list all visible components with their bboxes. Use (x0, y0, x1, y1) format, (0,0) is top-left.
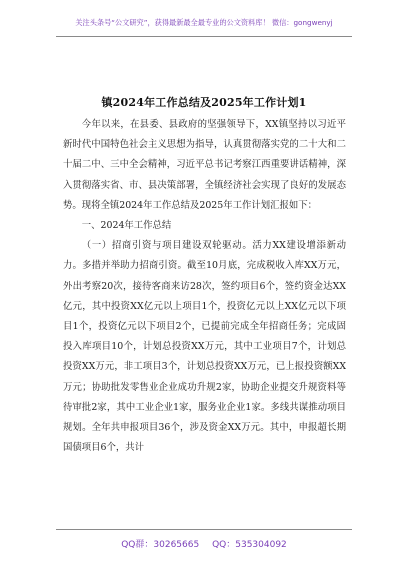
document-title: 镇2024年工作总结及2025年工作计划1 (101, 96, 307, 109)
paragraph-intro: 今年以来，在县委、县政府的坚强领导下，XX镇坚持以习近平新时代中国特色社会主义思想为指导，认真贯彻落实党的二十大和二十届二中、三中全会精神，习近平总书记考察江西重要讲话精神，深入贯彻落实省、市、县决策部署，全镇经济社会实现了良好的发展态势。现将全镇2024年工作总结及2025年工作计划汇报如下： (63, 119, 346, 211)
footer-qq-number: QQ：535304092 (212, 540, 287, 550)
footer-qq-group: QQ群：30265665 (121, 540, 200, 550)
footer-divider (56, 529, 352, 530)
footer-contact (0, 537, 408, 550)
document-body (63, 115, 346, 458)
paragraph-investment: （一）招商引资与项目建设双轮驱动。活力XX建设增添新动力。多措并举助力招商引资。截至10月底，完成税收入库XX万元，外出考察20次，接待客商来访28次，签约项目6个，签约资金达XX亿元，其中投资XX亿元以上项目1个，投资亿元以上XX亿元以下项目1个，投资亿元以下项目2个，已提前完成全年招商任务；完成固投入库项目10个，计划总投资XX万元，其中工业项目7个，计划总投资XX万元，非工项目3个，计划总投资XX万元，已上报投资额XX万元；协助批发零售业企业成功升规2家，协助企业提交升规资料等待审批2家，其中工业企业1家，服务业企业1家。多线共谋推动项目规划。全年共申报项目36个，涉及资金XX万元。其中，申报超长期国债项目6个，共计 (63, 240, 346, 454)
section-heading-summary: 一、2024年工作总结 (81, 220, 172, 232)
header-watermark-note: 关注头条号“公文研究”，获得最新最全最专业的公文资料库！ 微信：gongwenyj (75, 18, 333, 27)
header-divider (56, 36, 352, 37)
